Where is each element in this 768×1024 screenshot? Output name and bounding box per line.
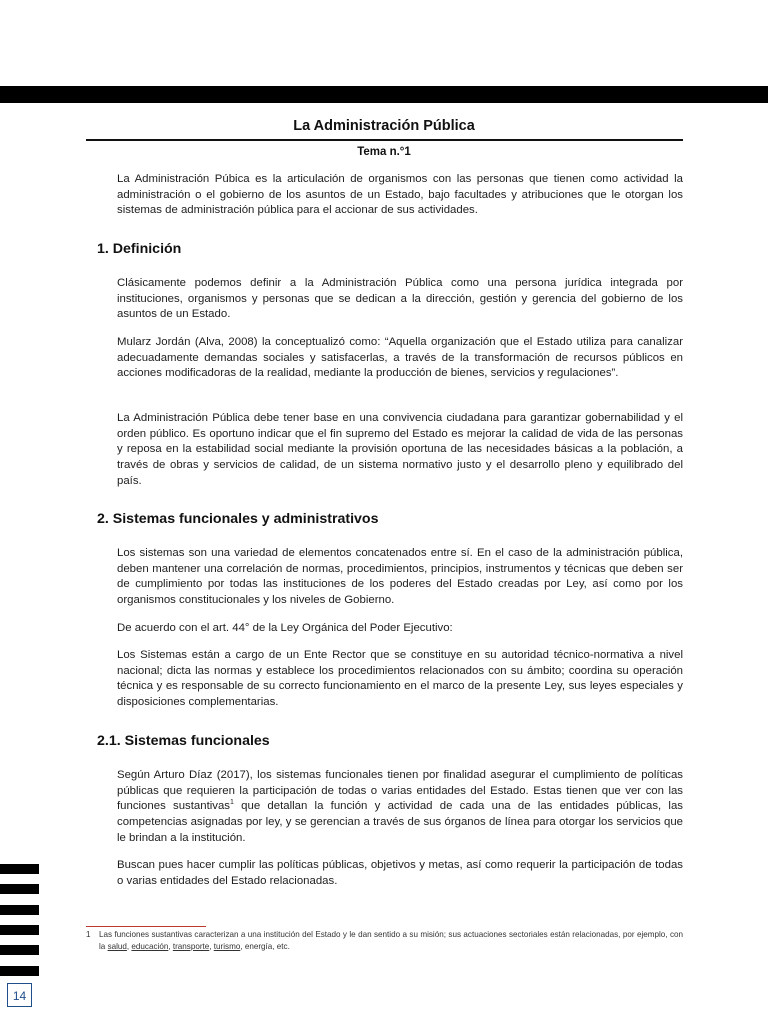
title-divider	[86, 139, 683, 141]
section-heading-definicion: 1. Definición	[97, 241, 182, 257]
separator: ,	[126, 942, 132, 951]
stripe	[0, 966, 39, 976]
header-bar	[0, 86, 768, 103]
footnote-divider	[86, 926, 206, 927]
footnote-text	[99, 929, 683, 953]
stripe	[0, 945, 39, 955]
footnote-link-transporte[interactable]: transporte	[172, 942, 210, 951]
paragraph-text: Según Arturo Díaz (2017), los sistemas funcionales tienen por finalidad asegurar el cumplimiento de políticas públicas que requieren la participación de todas o varias entidades del Estado. Estas tienen que ver con las funciones sustantivas	[117, 769, 683, 813]
document-title: La Administración Pública	[293, 118, 475, 134]
section-heading-sistemas-funcionales: 2.1. Sistemas funcionales	[97, 733, 270, 749]
paragraph: Buscan pues hacer cumplir las políticas públicas, objetivos y metas, así como requerir la participación de todas o varias entidades del Estado relacionadas.	[117, 859, 683, 887]
separator: ,	[168, 942, 173, 951]
stripe	[0, 884, 39, 894]
stripe	[0, 925, 39, 935]
footnote-text-end: , energía, etc.	[240, 942, 290, 951]
section-heading-sistemas: 2. Sistemas funcionales y administrativos	[97, 511, 379, 527]
footnote-reference[interactable]: 1	[230, 799, 234, 807]
footnote-number: 1	[86, 930, 91, 939]
page-number: 14	[7, 983, 32, 1007]
footnote-link-turismo[interactable]: turismo	[213, 942, 241, 951]
paragraph: Los sistemas son una variedad de elementos concatenados entre sí. En el caso de la administración pública, deben mantener una correlación de normas, procedimientos, principios, instrumentos y técnicas que deben ser de cumplimiento por todas las instituciones de los poderes del Estado creadas por Ley, así como por los organismos constitucionales y los niveles de Gobierno.	[117, 547, 683, 607]
quoted-law-paragraph: Los Sistemas están a cargo de un Ente Rector que se constituye en su autoridad técnico-normativa a nivel nacional; dicta las normas y establece los procedimientos relacionados con su ámbito; coordina su operación técnica y es responsable de su correcto funcionamiento en el marco de la presente Ley, sus leyes especiales y disposiciones complementarias.	[117, 649, 683, 709]
paragraph: Mularz Jordán (Alva, 2008) la conceptualizó como: “Aquella organización que el Estado utiliza para canalizar adecuadamente demandas sociales y satisfacerlas, a través de la transformación de recursos públicos en acciones modificadoras de la realidad, mediante la producción de bienes, servicios y regulaciones”.	[117, 336, 683, 380]
paragraph: De acuerdo con el art. 44° de la Ley Orgánica del Poder Ejecutivo:	[117, 622, 453, 634]
topic-subtitle: Tema n.°1	[357, 146, 411, 158]
paragraph-text: que detallan la función y actividad de cada una de las entidades públicas, las competencias asignadas por ley, y se gerencian a través de sus órganos de línea para otorgar los servicios que le brindan a la institución.	[117, 800, 683, 844]
paragraph: Clásicamente podemos definir a la Administración Pública como una persona jurídica integrada por instituciones, organismos y personas que se dedican a la dirección, gestión y gerencia del gobierno de los asuntos de un Estado.	[117, 277, 683, 321]
paragraph: La Administración Pública debe tener base en una convivencia ciudadana para garantizar gobernabilidad y el orden público. Es oportuno indicar que el fin supremo del Estado es mejorar la calidad de vida de las personas y reposa en la estabilidad social mediante la provisión oportuna de las necesidades básicas a la población, a través de obras y servicios de calidad, de un sistema normativo justo y el desarrollo pleno y equilibrado del país.	[117, 412, 683, 487]
stripe	[0, 905, 39, 915]
intro-paragraph: La Administración Púbica es la articulación de organismos con las personas que tienen como actividad la administración o el gobierno de los asuntos de un Estado, bajo facultades y atribuciones que le otorgan los sistemas de administración pública para el accionar de sus actividades.	[117, 173, 683, 217]
paragraph	[117, 768, 683, 847]
footnote-link-educacion[interactable]: educación	[131, 942, 169, 951]
footnote-link-salud[interactable]: salud	[107, 942, 127, 951]
separator: ,	[209, 942, 214, 951]
footnote	[86, 929, 683, 953]
stripe	[0, 864, 39, 874]
footnote-text-start: Las funciones sustantivas caracterizan a una institución del Estado y le dan sentido a su misión; sus actuaciones sectoriales están relacionadas, por ejemplo, con la	[99, 930, 683, 951]
